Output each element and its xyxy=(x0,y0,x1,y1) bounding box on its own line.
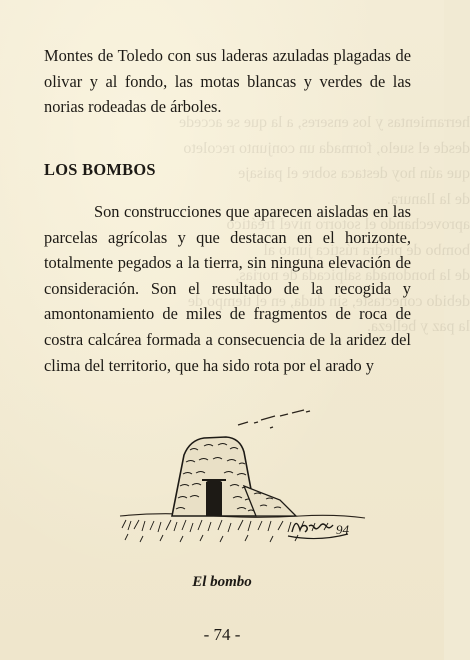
bombo-structure-icon xyxy=(172,437,296,516)
show-through-text: herramientas y los enseres, a la que se accede desde el suelo, formada un conjunto recoleto que aún hoy destaca sobre el paisaje de la llanura. aprovechando el sotorro nivel freático bombo de piedra rústica junto al de la hondonada salpicada de norias, debido conectaste, sin duda, en el tiempo de la paz y belleza. xyxy=(179,114,470,335)
figure-caption: El bombo xyxy=(192,574,252,590)
bombo-illustration xyxy=(120,400,365,555)
section-heading: LOS BOMBOS xyxy=(44,160,156,179)
sky-strokes-icon xyxy=(238,410,310,428)
signature-year: 94 xyxy=(336,522,349,537)
paragraph-continuation: Montes de Toledo con sus laderas azuladas plagadas de olivar y al fondo, las motas blancas y verdes de las norias rodeadas de árboles. xyxy=(44,46,411,117)
paragraph-bombos: Son construcciones que aparecen aisladas en las parcelas agrícolas y que destacan en el horizonte, totalmente pegados a la tierra, sin ninguna elevación de consideración. Son el resultado de la recogida y amontonamiento de miles de fragmentos de roca de costra calcárea formada a consecuencia de la aridez del clima del territorio, que ha sido rota por el arado y xyxy=(44,202,411,375)
page-number: - 74 - xyxy=(203,625,241,644)
